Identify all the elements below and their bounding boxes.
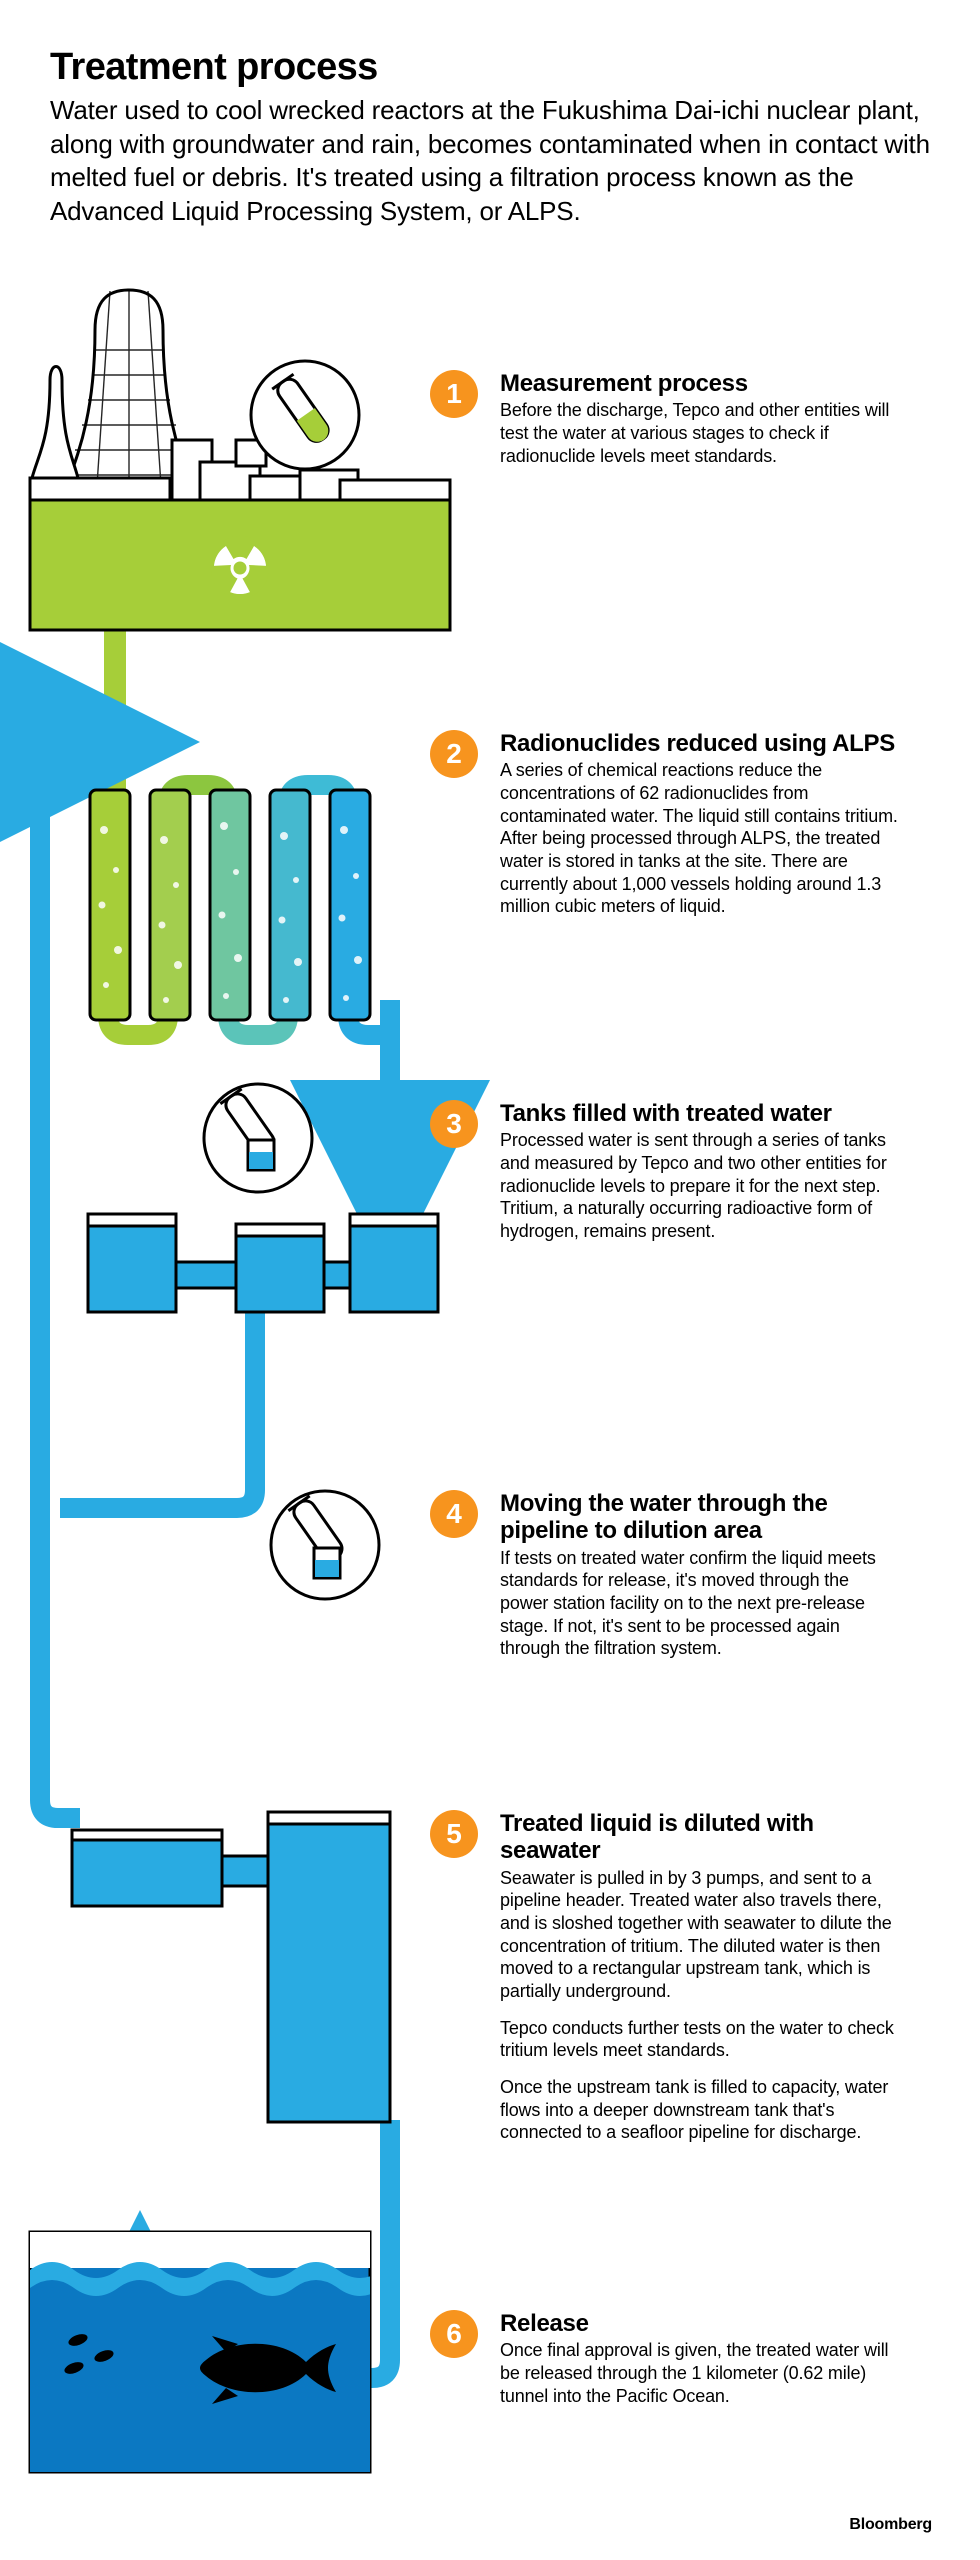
step-5 xyxy=(430,1810,900,2144)
dilution-tanks xyxy=(72,1812,390,2122)
step-5-paragraph-1: Seawater is pulled in by 3 pumps, and sent to a pipeline header. Treated water also travels there, and is sloshed together with seawater to dilute the concentration of tritium. The diluted water is then moved to a rectangular upstream tank, which is partially underground. xyxy=(500,1867,892,2002)
step-6 xyxy=(430,2310,900,2407)
pipe-network xyxy=(40,742,390,2378)
ocean-illustration xyxy=(30,2232,382,2480)
step-3-title: Tanks filled with treated water xyxy=(500,1100,832,1127)
treated-water-tanks xyxy=(88,1214,438,1312)
radiation-icon xyxy=(211,536,269,596)
step-2-paragraph-1: A series of chemical reactions reduce the concentrations of 62 radionuclides from contaminated water. The liquid still contains tritium. After being processed through ALPS, the treated water is stored in tanks at the site. There are currently about 1,000 vessels holding around 1.3 million cubic meters of liquid. xyxy=(500,760,898,917)
test-tube-icon-4 xyxy=(271,1491,379,1599)
alps-filtration-columns xyxy=(90,785,390,1035)
step-2-title: Radionuclides reduced using ALPS xyxy=(500,730,895,757)
step-4-title: Moving the water through the pipeline to dilution area xyxy=(500,1490,828,1545)
step-5-paragraph-2: Tepco conducts further tests on the water to check tritium levels meet standards. xyxy=(500,2017,894,2061)
step-1-title: Measurement process xyxy=(500,370,748,397)
step-4-paragraph-1: If tests on treated water confirm the liquid meets standards for release, it's moved through the power station facility on to the next pre-release stage. If not, it's sent to be processed again through the filtration system. xyxy=(500,1547,876,1659)
nuclear-plant-illustration xyxy=(30,290,450,500)
page-deck: Water used to cool wrecked reactors at the Fukushima Dai-ichi nuclear plant, along with groundwater and rain, becomes contaminated when in contact with melted fuel or debris. It's treated using a filtration process known as the Advanced Liquid Processing System, or ALPS. xyxy=(50,94,930,227)
step-4-number: 4 xyxy=(430,1490,478,1538)
page-title: Treatment process xyxy=(50,46,378,88)
step-5-paragraph-3: Once the upstream tank is filled to capacity, water flows into a deeper downstream tank that's connected to a seafloor pipeline for discharge. xyxy=(500,2077,889,2143)
step-3-number: 3 xyxy=(430,1100,478,1148)
step-6-title: Release xyxy=(500,2310,589,2337)
fish-icon xyxy=(200,2336,336,2404)
step-1-number: 1 xyxy=(430,370,478,418)
step-5-title: Treated liquid is diluted with seawater xyxy=(500,1810,814,1865)
step-2 xyxy=(430,730,900,918)
step-3 xyxy=(430,1100,900,1243)
step-2-number: 2 xyxy=(430,730,478,778)
test-tube-icon-1 xyxy=(251,361,359,469)
step-5-number: 5 xyxy=(430,1810,478,1858)
step-1 xyxy=(430,370,900,467)
step-6-paragraph-1: Once final approval is given, the treated water will be released through the 1 kilometer (0.62 mile) tunnel into the Pacific Ocean. xyxy=(500,2340,889,2406)
step-3-paragraph-1: Processed water is sent through a series of tanks and measured by Tepco and two other entities for radionuclide levels to prepare it for the next step. Tritium, a naturally occurring radioactive form of hydrogen, remains present. xyxy=(500,1130,887,1242)
source-credit: Bloomberg xyxy=(849,2516,932,2533)
contaminated-water-tank xyxy=(30,500,450,630)
test-tube-icon-3 xyxy=(204,1084,312,1192)
step-4 xyxy=(430,1490,900,1660)
header xyxy=(50,48,940,229)
step-6-number: 6 xyxy=(430,2310,478,2358)
step-1-paragraph-1: Before the discharge, Tepco and other entities will test the water at various stages to check if radionuclide levels meet standards. xyxy=(500,400,890,466)
plankton-icon xyxy=(63,2332,115,2376)
